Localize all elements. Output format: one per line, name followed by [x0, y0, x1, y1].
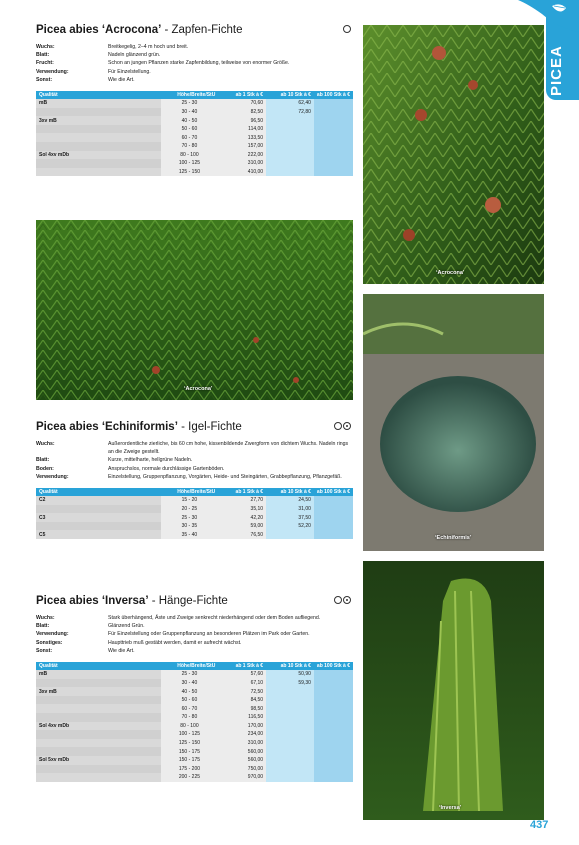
- table-row: [36, 513, 353, 522]
- product-name: Picea abies ‘Echiniformis’: [36, 421, 178, 433]
- table-row: [36, 704, 353, 713]
- table-cell-p10: [266, 730, 314, 739]
- table-cell-p100: [314, 730, 353, 739]
- table-header-cell: ab 1 Stk à €: [218, 91, 266, 99]
- property-value: Haupttrieb muß gestäbt werden, damit er aufrecht wächst.: [108, 639, 242, 646]
- table-cell-p1: 157,00: [218, 142, 266, 151]
- photo-acrocona-right: [363, 25, 544, 284]
- table-cell-p100: [314, 159, 353, 168]
- table-cell-p1: 59,00: [218, 522, 266, 531]
- table-cell-p100: [314, 704, 353, 713]
- table-cell-p10: [266, 142, 314, 151]
- table-header-cell: Qualität: [36, 488, 161, 496]
- table-cell-p100: [314, 133, 353, 142]
- property-label: Boden:: [36, 465, 54, 472]
- conifer-photo-icon: [36, 220, 353, 400]
- half-shade-icon: [343, 596, 351, 604]
- product-inversa: [36, 594, 353, 782]
- table-header-row: [36, 488, 353, 496]
- table-cell-p1: 170,00: [218, 722, 266, 731]
- table-cell-p100: [314, 747, 353, 756]
- photo-caption: ‘Echiniformis’: [435, 535, 472, 541]
- table-row: [36, 159, 353, 168]
- property-value: Für Einzelstellung oder Gruppenpflanzung an besonderen Plätzen im Park oder Garten.: [108, 631, 310, 638]
- table-cell-h: 70 - 80: [161, 142, 219, 151]
- table-cell-q: [36, 739, 161, 748]
- table-cell-p100: [314, 522, 353, 531]
- table-cell-q: [36, 679, 161, 688]
- table-cell-h: 80 - 100: [161, 151, 219, 160]
- property-label: Wuchs:: [36, 441, 55, 447]
- table-cell-p10: 52,20: [266, 522, 314, 531]
- table-row: [36, 670, 353, 679]
- product-echiniformis: [36, 420, 353, 539]
- table-cell-p1: 42,20: [218, 513, 266, 522]
- property-label: Blatt:: [36, 623, 50, 630]
- table-row: [36, 756, 353, 765]
- property-label: Verwendung:: [36, 68, 69, 75]
- photo-acrocona-left: [36, 220, 353, 400]
- table-cell-q: C2: [36, 496, 161, 505]
- table-cell-p100: [314, 496, 353, 505]
- table-cell-h: 40 - 50: [161, 116, 219, 125]
- table-cell-p10: 31,00: [266, 505, 314, 514]
- property-row: [36, 647, 353, 655]
- table-cell-h: 30 - 35: [161, 522, 219, 531]
- table-cell-p10: 62,40: [266, 99, 314, 108]
- table-cell-h: 50 - 60: [161, 125, 219, 134]
- table-cell-q: 3xv mB: [36, 116, 161, 125]
- price-table: [36, 662, 353, 782]
- product-name: Picea abies ‘Inversa’: [36, 595, 149, 607]
- table-cell-p10: 72,80: [266, 108, 314, 117]
- table-row: [36, 142, 353, 151]
- table-cell-q: C5: [36, 530, 161, 539]
- photo-echiniformis: [363, 294, 544, 551]
- property-row: [36, 473, 353, 481]
- table-header-row: [36, 662, 353, 670]
- sun-icon: [334, 596, 342, 604]
- table-cell-p10: [266, 773, 314, 782]
- table-cell-p1: 27,70: [218, 496, 266, 505]
- property-row: [36, 639, 353, 647]
- table-cell-p1: 67,10: [218, 679, 266, 688]
- table-cell-p10: [266, 696, 314, 705]
- table-cell-q: [36, 522, 161, 531]
- property-row: [36, 622, 353, 630]
- product-title: [36, 23, 353, 38]
- property-value: Schon an jungen Pflanzen starke Zapfenbildung, teilweise von enormer Größe.: [108, 60, 290, 67]
- photo-caption: ‘Inversa’: [439, 805, 462, 811]
- table-header-cell: ab 1 Stk à €: [218, 662, 266, 670]
- table-header-cell: ab 1 Stk à €: [218, 488, 266, 496]
- price-table: [36, 488, 353, 539]
- table-cell-p10: [266, 159, 314, 168]
- table-cell-p100: [314, 739, 353, 748]
- property-row: [36, 43, 353, 51]
- table-cell-p1: 234,00: [218, 730, 266, 739]
- property-label: Sonstiges:: [36, 639, 63, 646]
- table-row: [36, 168, 353, 177]
- table-cell-h: 50 - 60: [161, 696, 219, 705]
- photo-caption: ‘Acrocona’: [184, 386, 213, 392]
- property-value: Wie die Art.: [108, 76, 135, 83]
- table-cell-p1: 82,50: [218, 108, 266, 117]
- table-cell-q: Sol 4xv mDb: [36, 722, 161, 731]
- table-header-cell: Höhe/Breite/StU: [161, 488, 219, 496]
- property-row: [36, 68, 353, 76]
- property-value: Glänzend Grün.: [108, 623, 145, 630]
- table-cell-q: [36, 747, 161, 756]
- table-cell-q: [36, 713, 161, 722]
- conifer-photo-icon: [363, 294, 544, 551]
- table-cell-p100: [314, 168, 353, 177]
- property-row: [36, 76, 353, 84]
- table-cell-q: [36, 696, 161, 705]
- property-label: Sonst:: [36, 647, 53, 654]
- property-value: Anspruchslos, normale durchlässige Gartenböden.: [108, 465, 225, 472]
- table-cell-p1: 72,50: [218, 687, 266, 696]
- sun-icon-group: [343, 25, 351, 33]
- table-cell-p10: [266, 722, 314, 731]
- table-cell-h: 150 - 175: [161, 756, 219, 765]
- table-cell-p100: [314, 99, 353, 108]
- property-value: Außerordentliche zierliche, bis 60 cm hohe, kissenbildende Zwergform von dichtem Wuchs. Nadeln rings an die Zweige gestellt.: [108, 441, 349, 456]
- table-cell-p10: 59,30: [266, 679, 314, 688]
- table-cell-q: [36, 108, 161, 117]
- property-row: [36, 630, 353, 638]
- table-cell-p10: [266, 756, 314, 765]
- half-shade-icon: [343, 422, 351, 430]
- table-cell-h: 25 - 30: [161, 99, 219, 108]
- table-cell-h: 40 - 50: [161, 687, 219, 696]
- table-row: [36, 696, 353, 705]
- table-cell-p100: [314, 722, 353, 731]
- table-cell-p1: 96,50: [218, 116, 266, 125]
- table-cell-p10: 37,50: [266, 513, 314, 522]
- table-cell-h: 80 - 100: [161, 722, 219, 731]
- table-cell-q: mB: [36, 670, 161, 679]
- table-cell-p1: 76,50: [218, 530, 266, 539]
- property-row: [36, 465, 353, 473]
- table-cell-p100: [314, 530, 353, 539]
- property-value: Stark überhängend, Äste und Zweige senkrecht niederhängend oder dem Boden aufliegend.: [108, 615, 321, 621]
- table-cell-p10: [266, 530, 314, 539]
- table-cell-q: [36, 765, 161, 774]
- table-cell-p1: 114,00: [218, 125, 266, 134]
- photo-inversa: [363, 561, 544, 820]
- table-row: [36, 108, 353, 117]
- table-cell-q: [36, 159, 161, 168]
- product-properties: [36, 614, 353, 655]
- table-cell-h: 60 - 70: [161, 704, 219, 713]
- table-cell-p1: 410,00: [218, 168, 266, 177]
- table-cell-q: [36, 142, 161, 151]
- table-row: [36, 687, 353, 696]
- table-cell-p10: 50,90: [266, 670, 314, 679]
- table-row: [36, 765, 353, 774]
- table-cell-p1: 133,50: [218, 133, 266, 142]
- property-value: Breitkegelig, 2–4 m hoch und breit.: [108, 44, 189, 50]
- product-name: Picea abies ‘Acrocona’: [36, 24, 162, 36]
- table-cell-h: 150 - 175: [161, 747, 219, 756]
- table-cell-q: 3xv mB: [36, 687, 161, 696]
- table-cell-p100: [314, 756, 353, 765]
- property-row: [36, 51, 353, 59]
- property-row: [36, 440, 353, 456]
- table-cell-p1: 750,00: [218, 765, 266, 774]
- property-label: Blatt:: [36, 457, 50, 464]
- table-cell-h: 100 - 125: [161, 159, 219, 168]
- table-cell-h: 25 - 30: [161, 670, 219, 679]
- table-row: [36, 151, 353, 160]
- table-cell-h: 15 - 20: [161, 496, 219, 505]
- table-cell-p100: [314, 765, 353, 774]
- property-row: [36, 59, 353, 67]
- table-cell-p1: 560,00: [218, 747, 266, 756]
- table-cell-p10: [266, 704, 314, 713]
- table-cell-p100: [314, 513, 353, 522]
- table-cell-p10: [266, 687, 314, 696]
- table-cell-p1: 57,60: [218, 670, 266, 679]
- property-label: Blatt:: [36, 52, 50, 59]
- table-cell-q: [36, 125, 161, 134]
- table-cell-p10: [266, 116, 314, 125]
- table-header-cell: Qualität: [36, 91, 161, 99]
- table-cell-q: C3: [36, 513, 161, 522]
- table-cell-p100: [314, 116, 353, 125]
- table-cell-h: 25 - 30: [161, 513, 219, 522]
- property-label: Wuchs:: [36, 44, 55, 50]
- table-cell-h: 30 - 40: [161, 679, 219, 688]
- table-row: [36, 505, 353, 514]
- table-header-row: [36, 91, 353, 99]
- table-cell-p100: [314, 687, 353, 696]
- table-row: [36, 722, 353, 731]
- table-cell-p1: 84,50: [218, 696, 266, 705]
- table-cell-p1: 35,10: [218, 505, 266, 514]
- table-row: [36, 739, 353, 748]
- property-value: Kurze, mittelharte, hellgrüne Nadeln.: [108, 457, 193, 464]
- table-cell-p100: [314, 696, 353, 705]
- table-cell-p100: [314, 505, 353, 514]
- photo-caption: ‘Acrocona’: [436, 270, 465, 276]
- table-cell-h: 20 - 25: [161, 505, 219, 514]
- table-cell-h: 35 - 40: [161, 530, 219, 539]
- property-label: Verwendung:: [36, 631, 69, 638]
- table-row: [36, 116, 353, 125]
- product-common-name: - Zapfen-Fichte: [161, 24, 243, 36]
- section-tab-label: PICEA: [548, 45, 565, 97]
- table-cell-q: [36, 505, 161, 514]
- property-label: Wuchs:: [36, 615, 55, 621]
- table-header-cell: ab 100 Stk à €: [314, 662, 353, 670]
- property-label: Sonst:: [36, 76, 53, 83]
- table-row: [36, 99, 353, 108]
- table-row: [36, 713, 353, 722]
- table-cell-h: 200 - 225: [161, 773, 219, 782]
- table-cell-q: [36, 730, 161, 739]
- product-properties: [36, 440, 353, 481]
- table-row: [36, 679, 353, 688]
- table-cell-q: [36, 133, 161, 142]
- property-row: [36, 456, 353, 464]
- table-header-cell: ab 100 Stk à €: [314, 488, 353, 496]
- table-cell-p10: [266, 125, 314, 134]
- table-cell-p1: 970,00: [218, 773, 266, 782]
- table-row: [36, 133, 353, 142]
- table-cell-q: Sol 4xv mDb: [36, 151, 161, 160]
- table-cell-h: 100 - 125: [161, 730, 219, 739]
- property-value: Wie die Art.: [108, 647, 135, 654]
- table-cell-p10: [266, 713, 314, 722]
- price-table: [36, 91, 353, 176]
- table-header-cell: Höhe/Breite/StU: [161, 91, 219, 99]
- table-header-cell: Qualität: [36, 662, 161, 670]
- property-value: Einzelstellung, Gruppenpflanzung, Vorgärten, Heide- und Steingärten, Grabbepflanzung, Pflanzgefäß.: [108, 473, 342, 480]
- property-label: Frucht:: [36, 60, 54, 67]
- conifer-photo-icon: [363, 561, 544, 820]
- product-title: [36, 594, 353, 609]
- table-cell-q: [36, 773, 161, 782]
- table-cell-p100: [314, 151, 353, 160]
- product-common-name: - Hänge-Fichte: [148, 595, 228, 607]
- table-cell-p10: [266, 747, 314, 756]
- product-acrocona: [36, 23, 353, 176]
- table-cell-h: 70 - 80: [161, 713, 219, 722]
- table-cell-h: 30 - 40: [161, 108, 219, 117]
- table-cell-q: mB: [36, 99, 161, 108]
- table-cell-p10: [266, 765, 314, 774]
- property-row: [36, 614, 353, 622]
- sun-icon: [334, 422, 342, 430]
- table-cell-p100: [314, 679, 353, 688]
- table-row: [36, 522, 353, 531]
- sun-icon-group: [334, 596, 351, 604]
- table-cell-q: [36, 704, 161, 713]
- table-cell-p10: 24,50: [266, 496, 314, 505]
- table-cell-p10: [266, 739, 314, 748]
- table-header-cell: Höhe/Breite/StU: [161, 662, 219, 670]
- table-row: [36, 496, 353, 505]
- table-cell-p1: 98,50: [218, 704, 266, 713]
- table-cell-p100: [314, 773, 353, 782]
- table-row: [36, 747, 353, 756]
- table-cell-p100: [314, 670, 353, 679]
- property-value: Für Einzelstellung.: [108, 68, 151, 75]
- table-cell-p100: [314, 713, 353, 722]
- table-cell-p1: 116,50: [218, 713, 266, 722]
- table-row: [36, 530, 353, 539]
- table-cell-h: 175 - 200: [161, 765, 219, 774]
- table-cell-q: Sol 5xv mDb: [36, 756, 161, 765]
- table-cell-p10: [266, 168, 314, 177]
- page-number: 437: [530, 819, 549, 831]
- conifer-photo-icon: [363, 25, 544, 284]
- product-common-name: - Igel-Fichte: [177, 421, 242, 433]
- table-cell-q: [36, 168, 161, 177]
- table-header-cell: ab 10 Stk à €: [266, 91, 314, 99]
- table-cell-p1: 222,00: [218, 151, 266, 160]
- table-header-cell: ab 100 Stk à €: [314, 91, 353, 99]
- table-cell-h: 60 - 70: [161, 133, 219, 142]
- table-cell-h: 125 - 150: [161, 168, 219, 177]
- table-cell-p1: 70,60: [218, 99, 266, 108]
- table-row: [36, 730, 353, 739]
- sun-icon: [343, 25, 351, 33]
- table-row: [36, 773, 353, 782]
- table-cell-p100: [314, 125, 353, 134]
- product-title: [36, 420, 353, 435]
- table-cell-p10: [266, 133, 314, 142]
- table-cell-p1: 310,00: [218, 739, 266, 748]
- table-header-cell: ab 10 Stk à €: [266, 662, 314, 670]
- table-cell-p100: [314, 108, 353, 117]
- sun-icon-group: [334, 422, 351, 430]
- table-cell-p1: 310,00: [218, 159, 266, 168]
- table-row: [36, 125, 353, 134]
- property-label: Verwendung:: [36, 473, 69, 480]
- table-cell-h: 125 - 150: [161, 739, 219, 748]
- table-cell-p1: 560,00: [218, 756, 266, 765]
- table-cell-p100: [314, 142, 353, 151]
- property-value: Nadeln glänzend grün.: [108, 52, 161, 59]
- product-properties: [36, 43, 353, 84]
- table-cell-p10: [266, 151, 314, 160]
- table-header-cell: ab 10 Stk à €: [266, 488, 314, 496]
